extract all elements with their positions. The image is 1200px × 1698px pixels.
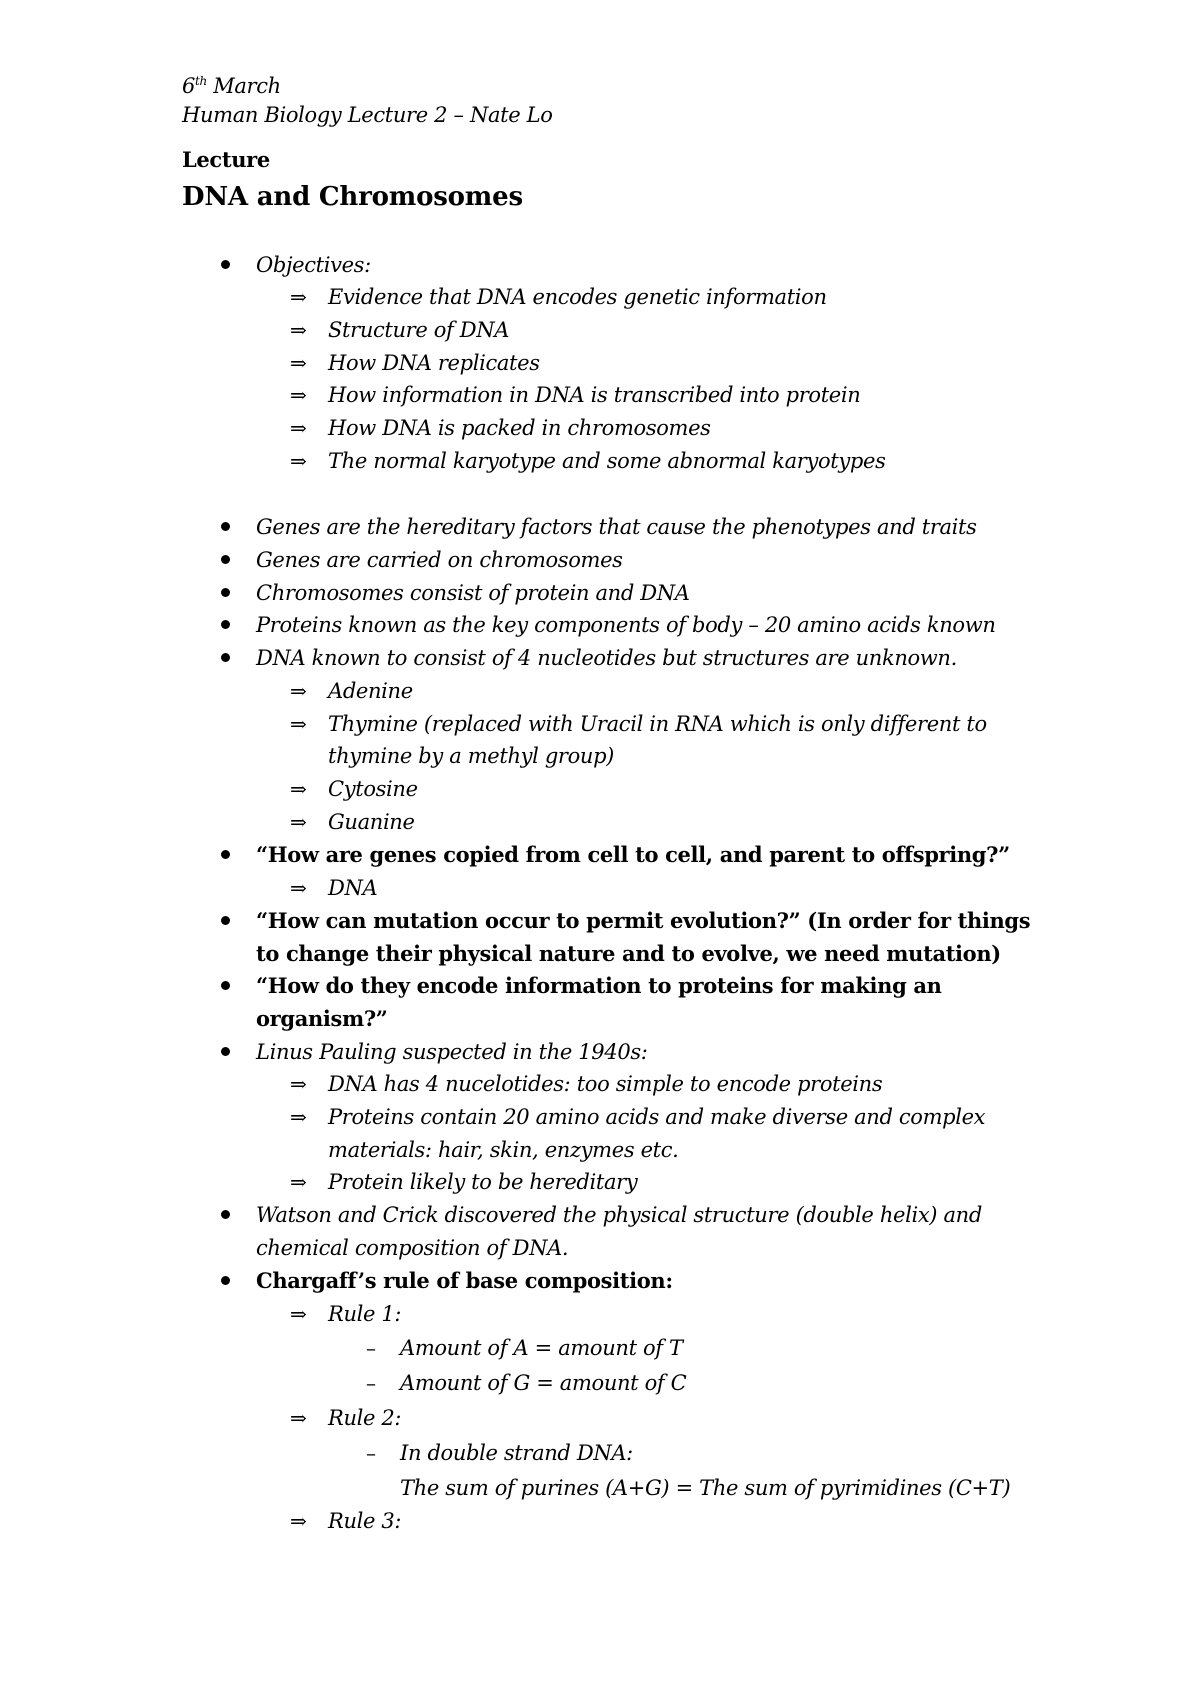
bullet-icon: [221, 981, 230, 990]
arrow-icon: ⇒: [290, 777, 307, 801]
arrow-icon: ⇒: [290, 1072, 307, 1096]
objective-item: Structure of DNA: [328, 318, 510, 342]
rule-label: Rule 2:: [328, 1406, 402, 1430]
pauling-point-continued: materials: hair, skin, enzymes etc.: [328, 1138, 679, 1162]
date-month: March: [206, 74, 281, 98]
pauling-point: DNA has 4 nucelotides: too simple to encode proteins: [328, 1072, 883, 1096]
bullet-icon: [221, 260, 230, 269]
rule-item: In double strand DNA:: [400, 1441, 633, 1465]
date-suffix: th: [195, 74, 207, 88]
objective-item: How DNA replicates: [328, 351, 540, 375]
objective-item: Evidence that DNA encodes genetic information: [328, 285, 827, 309]
nucleotide-item: Cytosine: [328, 777, 418, 801]
objective-item: How information in DNA is transcribed into protein: [328, 383, 861, 407]
bullet-icon: [221, 555, 230, 564]
arrow-icon: ⇒: [290, 1509, 307, 1533]
arrow-icon: ⇒: [290, 1105, 307, 1129]
arrow-icon: ⇒: [290, 679, 307, 703]
note-item: Genes are carried on chromosomes: [256, 548, 623, 572]
date-day: 6: [182, 74, 196, 98]
objective-item: The normal karyotype and some abnormal karyotypes: [328, 449, 886, 473]
bullet-icon: [221, 1210, 230, 1219]
note-item: Linus Pauling suspected in the 1940s:: [256, 1040, 648, 1064]
bullet-icon: [221, 850, 230, 859]
arrow-icon: ⇒: [290, 383, 307, 407]
rule-item: Amount of A = amount of T: [400, 1336, 683, 1360]
arrow-icon: ⇒: [290, 1302, 307, 1326]
nucleotide-item: Thymine (replaced with Uracil in RNA which is only different to: [328, 712, 987, 736]
dash-icon: –: [366, 1371, 376, 1395]
objective-item: How DNA is packed in chromosomes: [328, 416, 711, 440]
rule-label: Rule 3:: [328, 1509, 402, 1533]
page-title: DNA and Chromosomes: [182, 182, 523, 212]
dash-icon: –: [366, 1441, 376, 1465]
question-encode: “How do they encode information to proteins for making an: [256, 973, 942, 998]
arrow-icon: ⇒: [290, 1406, 307, 1430]
date-line: [182, 71, 281, 101]
question-copied: “How are genes copied from cell to cell, and parent to offspring?”: [256, 842, 1010, 867]
note-item: Watson and Crick discovered the physical structure (double helix) and: [256, 1203, 982, 1227]
rule-item: Amount of G = amount of C: [400, 1371, 687, 1395]
arrow-icon: ⇒: [290, 1170, 307, 1194]
nucleotide-item-continued: thymine by a methyl group): [328, 744, 615, 768]
note-item: Chromosomes consist of protein and DNA: [256, 581, 690, 605]
note-item: Genes are the hereditary factors that cause the phenotypes and traits: [256, 515, 977, 539]
question-mutation-continued: to change their physical nature and to evolve, we need mutation): [256, 941, 1001, 966]
bullet-icon: [221, 1047, 230, 1056]
nucleotide-item: Guanine: [328, 810, 415, 834]
pauling-point: Proteins contain 20 amino acids and make diverse and complex: [328, 1105, 986, 1129]
arrow-icon: ⇒: [290, 876, 307, 900]
arrow-icon: ⇒: [290, 318, 307, 342]
bullet-icon: [221, 916, 230, 925]
section-label: Lecture: [182, 147, 270, 172]
pauling-point: Protein likely to be hereditary: [328, 1170, 638, 1194]
rule-label: Rule 1:: [328, 1302, 402, 1326]
arrow-icon: ⇒: [290, 712, 307, 736]
question-mutation: “How can mutation occur to permit evolution?” (In order for things: [256, 908, 1031, 933]
dash-icon: –: [366, 1336, 376, 1360]
note-item-continued: chemical composition of DNA.: [256, 1236, 569, 1260]
bullet-icon: [221, 1276, 230, 1285]
course-line: Human Biology Lecture 2 – Nate Lo: [182, 103, 553, 127]
arrow-icon: ⇒: [290, 285, 307, 309]
rule-detail: The sum of purines (A+G) = The sum of pyrimidines (C+T): [400, 1476, 1011, 1500]
note-item: DNA known to consist of 4 nucleotides but structures are unknown.: [256, 646, 957, 670]
bullet-icon: [221, 653, 230, 662]
bullet-icon: [221, 522, 230, 531]
bullet-icon: [221, 588, 230, 597]
bullet-icon: [221, 620, 230, 629]
nucleotide-item: Adenine: [328, 679, 413, 703]
arrow-icon: ⇒: [290, 416, 307, 440]
arrow-icon: ⇒: [290, 449, 307, 473]
question-answer: DNA: [328, 876, 378, 900]
objectives-label: Objectives:: [256, 253, 371, 277]
arrow-icon: ⇒: [290, 810, 307, 834]
question-encode-continued: organism?”: [256, 1006, 388, 1031]
note-item: Proteins known as the key components of body – 20 amino acids known: [256, 613, 996, 637]
chargaff-heading: Chargaff’s rule of base composition:: [256, 1268, 673, 1293]
arrow-icon: ⇒: [290, 351, 307, 375]
